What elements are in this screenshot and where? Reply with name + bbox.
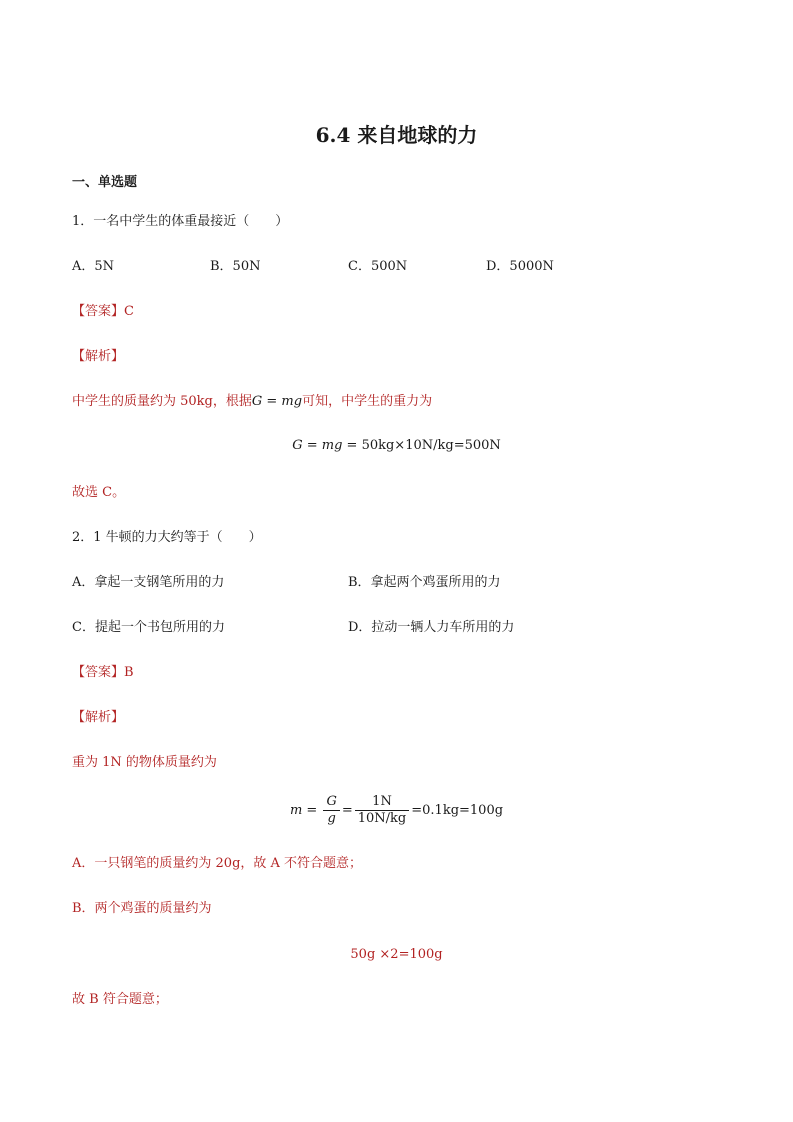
document-title: 6.4 来自地球的力 bbox=[315, 123, 478, 147]
q2-option-c: C．提起一个书包所用的力 bbox=[72, 620, 225, 635]
q2-formula-tail: =0.1kg=100g bbox=[411, 803, 504, 818]
q1-formula-rhs: = 50kg×10N/kg=500N bbox=[342, 438, 501, 453]
fraction-denominator: 10N/kg bbox=[357, 811, 407, 826]
q1-conclusion: 故选 C。 bbox=[72, 485, 126, 500]
q1-option-c: C．500N bbox=[348, 259, 408, 274]
q1-formula-lhs: G = mg bbox=[292, 438, 343, 453]
section-heading: 一、单选题 bbox=[72, 175, 138, 190]
question-1-stem: 1．一名中学生的体重最接近（ ） bbox=[72, 214, 289, 229]
fraction-denominator: g bbox=[327, 811, 336, 826]
q2-formula-m: m = bbox=[289, 803, 318, 818]
q2-option-a: A．拿起一支钢笔所用的力 bbox=[72, 575, 225, 590]
q1-option-b: B．50N bbox=[210, 259, 261, 274]
answer-tag: 【答案】 bbox=[72, 304, 125, 319]
q1-analysis-text-a: 中学生的质量约为 50kg，根据 bbox=[72, 394, 252, 409]
answer-value: B bbox=[124, 665, 134, 680]
question-2-stem: 2．1 牛顿的力大约等于（ ） bbox=[72, 530, 262, 545]
q2-point-a: A．一只钢笔的质量约为 20g，故 A 不符合题意； bbox=[72, 856, 363, 871]
q2-formula bbox=[0, 794, 793, 827]
q1-option-d: D．5000N bbox=[486, 259, 554, 274]
q1-analysis-line bbox=[72, 393, 432, 411]
answer-value: C bbox=[124, 304, 134, 319]
fraction-numerator: G bbox=[323, 794, 339, 811]
q2-formula-b: 50g ×2=100g bbox=[350, 947, 443, 962]
q2-analysis-line: 重为 1N 的物体质量约为 bbox=[72, 755, 217, 770]
q2-point-b: B．两个鸡蛋的质量约为 bbox=[72, 901, 212, 916]
q1-answer bbox=[72, 303, 134, 321]
q2-point-b-conclusion: 故 B 符合题意； bbox=[72, 992, 168, 1007]
q2-formula-equals: = bbox=[341, 803, 353, 818]
q1-inline-formula: G = mg bbox=[251, 394, 303, 409]
q1-option-a: A．5N bbox=[72, 259, 115, 274]
q1-analysis-text-b: 可知，中学生的重力为 bbox=[302, 394, 433, 409]
q2-answer bbox=[72, 664, 134, 682]
q1-analysis-tag: 【解析】 bbox=[72, 349, 125, 364]
fraction-numerator: 1N bbox=[355, 794, 410, 811]
q2-analysis-tag: 【解析】 bbox=[72, 710, 125, 725]
q2-option-b: B．拿起两个鸡蛋所用的力 bbox=[348, 575, 501, 590]
answer-tag: 【答案】 bbox=[72, 665, 125, 680]
q2-option-d: D．拉动一辆人力车所用的力 bbox=[348, 620, 515, 635]
q2-fraction-g-over-g bbox=[323, 794, 339, 827]
q1-formula bbox=[0, 437, 793, 455]
q2-fraction-units bbox=[355, 794, 410, 827]
